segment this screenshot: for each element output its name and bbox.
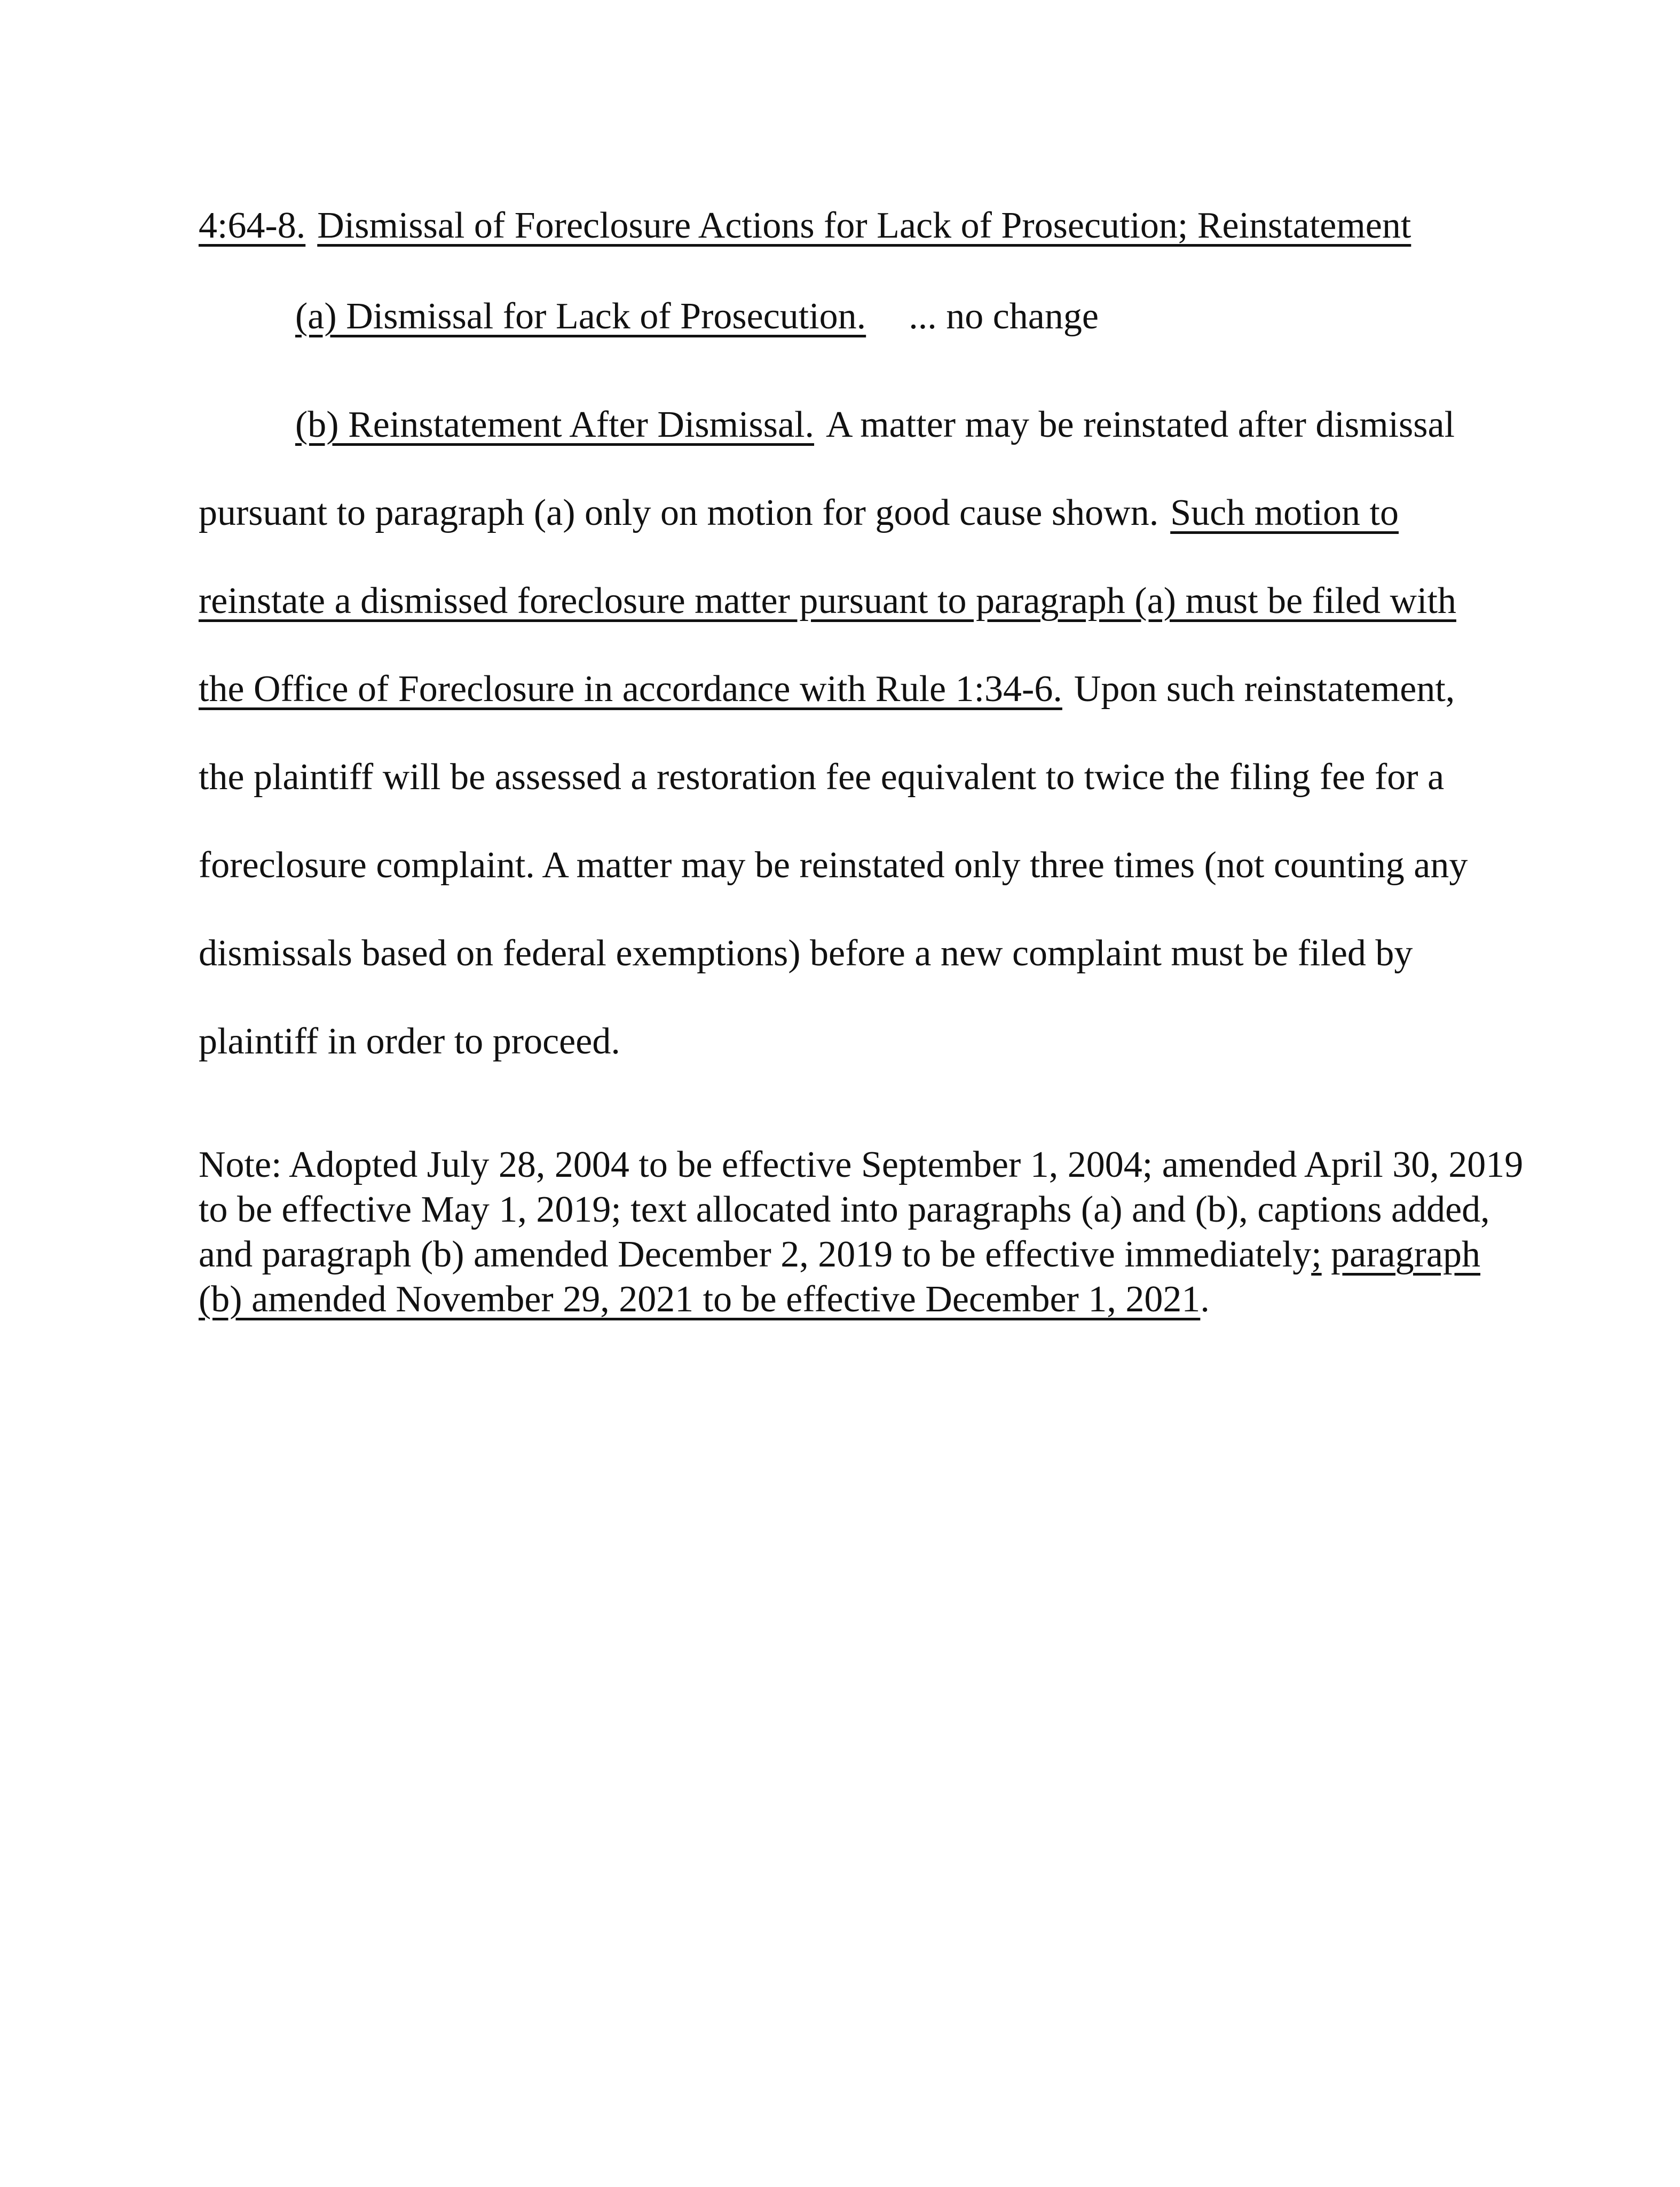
rule-title: Dismissal of Foreclosure Actions for Lack of Prosecution; Reinstatement (317, 205, 1411, 246)
note-text: Note: Adopted July 28, 2004 to be effective September 1, 2004; amended April 30, 2019 to be effective May 1, 2019; text allocated into paragraphs (a) and (b), captions added, and paragraph (b) amended December 2, 2019 to be effective immediately (199, 1144, 1524, 1275)
note-end: . (1200, 1279, 1210, 1320)
rule-heading (199, 202, 1411, 250)
paragraph-b-text-1: A matter may be reinstated after dismissal pursuant to paragraph (a) only on motion for good cause shown. (199, 404, 1455, 533)
paragraph-a-text: ... no change (909, 296, 1099, 337)
rule-number: 4:64-8. (199, 205, 306, 246)
history-note (199, 1143, 1528, 1322)
note-added-punct: ; (1311, 1234, 1322, 1275)
note-added-text: paragraph (b) amended November 29, 2021 to be effective December 1, 2021 (199, 1234, 1481, 1320)
paragraph-a-caption: (a) Dismissal for Lack of Prosecution. (295, 296, 866, 337)
paragraph-a (295, 293, 1099, 341)
paragraph-b-text-2: Upon such reinstatement, the plaintiff will be assessed a restoration fee equivalent to twice the filing fee for a foreclosure complaint. A matter may be reinstated only three times (not counting any dismissals based on federal exemptions) before a new complaint must be filed by plaintiff in order to proceed. (199, 668, 1468, 1062)
paragraph-b-added-text: Such motion to reinstate a dismissed foreclosure matter pursuant to paragraph (a) must be filed with the Office of Foreclosure in accordance with Rule 1:34-6. (199, 492, 1456, 710)
paragraph-b-caption: (b) Reinstatement After Dismissal. (295, 404, 815, 445)
paragraph-b (199, 381, 1490, 1085)
